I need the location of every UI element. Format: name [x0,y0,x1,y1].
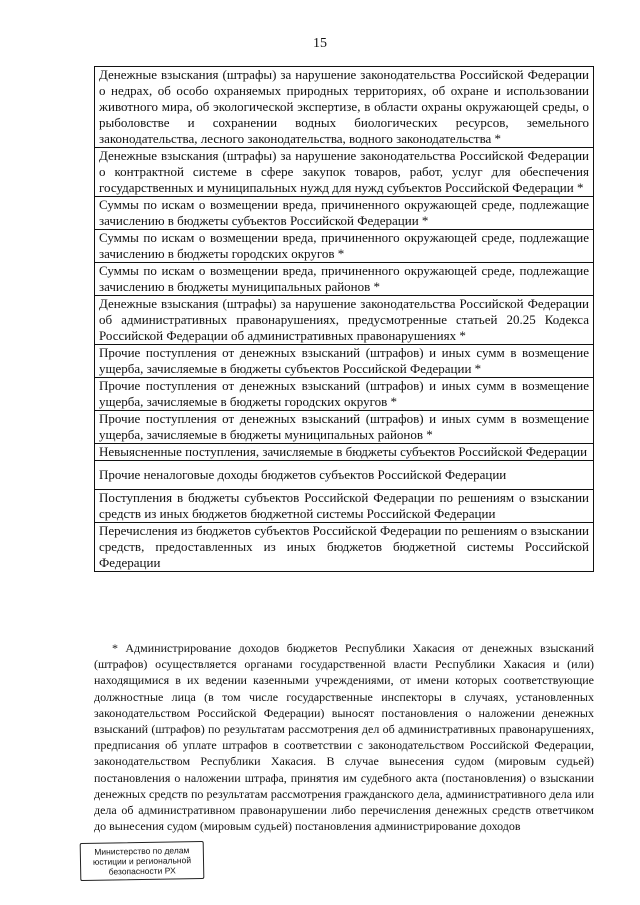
revenue-table [94,66,594,572]
page-number: 15 [313,36,327,51]
table-row: Денежные взыскания (штрафы) за нарушение законодательства Российской Федерации о недрах, об особо охраняемых природных территориях, об охране и использовании животного мира, об экологической экспертизе, в области охраны окружающей среды, о рыболовстве и сохранении водных биологических ресурсов, земельного законодательства, лесного законодательства, водного законодательства * [95,67,593,148]
table-row: Суммы по искам о возмещении вреда, причиненного окружающей среде, подлежащие зачислению в бюджеты муниципальных районов * [95,263,593,296]
stamp-line: безопасности РХ [108,865,176,877]
table-row: Прочие поступления от денежных взысканий (штрафов) и иных сумм в возмещение ущерба, зачисляемые в бюджеты субъектов Российской Федерации * [95,345,593,378]
table-row: Поступления в бюджеты субъектов Российской Федерации по решениям о взыскании средств из иных бюджетов бюджетной системы Российской Федерации [95,490,593,523]
ministry-stamp [80,841,205,881]
table-row: Суммы по искам о возмещении вреда, причиненного окружающей среде, подлежащие зачислению в бюджеты городских округов * [95,230,593,263]
footnote: * Администрирование доходов бюджетов Республики Хакасия от денежных взысканий (штрафов) осуществляется органами государственной власти Республики Хакасия и (или) находящимися в их ведении казенными учреждениями, от имени которых соответствующие должностные лица (в том числе государственные инспекторы в случаях, установленных законодательством Российской Федерации) выносят постановления о наложении денежных взысканий (штрафов) по результатам рассмотрения дел об административных правонарушениях, предписания об уплате штрафов в соответствии с законодательством Российской Федерации, законодательством Республики Хакасия. В случае вынесения судом (мировым судьей) постановления о наложении штрафа, принятия им судебного акта (постановления) о взыскании денежных средств по результатам рассмотрения гражданского дела, административного дела или дела об административном правонарушении либо перечисления денежных средств ответчиком до вынесения судом (мировым судьей) постановления администрирование доходов [94,641,594,834]
table-row: Прочие поступления от денежных взысканий (штрафов) и иных сумм в возмещение ущерба, зачисляемые в бюджеты городских округов * [95,378,593,411]
table-row: Невыясненные поступления, зачисляемые в бюджеты субъектов Российской Федерации [95,444,593,461]
table-row: Прочие поступления от денежных взысканий (штрафов) и иных сумм в возмещение ущерба, зачисляемые в бюджеты муниципальных районов * [95,411,593,444]
table-row: Суммы по искам о возмещении вреда, причиненного окружающей среде, подлежащие зачислению в бюджеты субъектов Российской Федерации * [95,197,593,230]
table-row: Денежные взыскания (штрафы) за нарушение законодательства Российской Федерации о контрактной системе в сфере закупок товаров, работ, услуг для обеспечения государственных и муниципальных нужд для нужд субъектов Российской Федерации * [95,148,593,197]
table-row: Перечисления из бюджетов субъектов Российской Федерации по решениям о взыскании средств, предоставленных из иных бюджетов бюджетной системы Российской Федерации [99,523,590,570]
table-row: Прочие неналоговые доходы бюджетов субъектов Российской Федерации [95,461,593,490]
stamp-line: юстиции и региональной [92,855,192,867]
stamp-line: Министерство по делам [94,845,190,857]
table-row: Денежные взыскания (штрафы) за нарушение законодательства Российской Федерации об административных правонарушениях, предусмотренные статьей 20.25 Кодекса Российской Федерации об административных правонарушениях * [95,296,593,345]
